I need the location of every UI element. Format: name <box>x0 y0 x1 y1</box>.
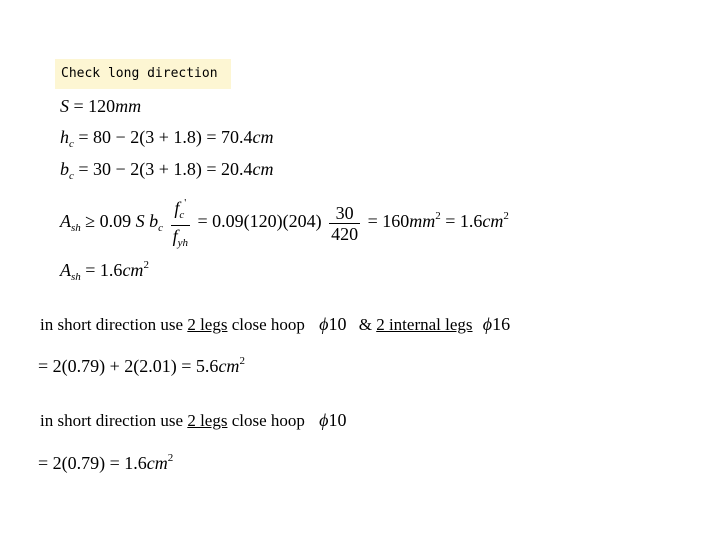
frac1-num: f <box>174 198 180 218</box>
eq-ash-s: S <box>135 211 145 232</box>
check-long-direction-label: Check long direction <box>55 59 231 89</box>
eq-line2-rhs: = 2(0.79) = 1.6 <box>38 453 147 473</box>
eq-ash2-lhs-sub: sh <box>71 271 81 283</box>
eq-hc-unit: cm <box>252 127 274 147</box>
eq-ash2-lhs: A <box>60 260 71 280</box>
equation-area-2 <box>38 452 173 474</box>
eq-ash2-rhs: = 1.6 <box>80 260 123 280</box>
equation-ash <box>60 193 509 253</box>
eq-ash-lhs: A <box>60 211 71 232</box>
short-direction-line-2 <box>40 410 346 431</box>
line1-internal: 2 internal legs <box>376 315 473 334</box>
eq-bc-lhs: b <box>60 159 69 179</box>
frac2-den: 420 <box>331 223 359 244</box>
eq-ash-lhs-sub: sh <box>71 222 81 235</box>
short-direction-line-1 <box>40 314 510 335</box>
eq-line1-sup: 2 <box>239 355 245 367</box>
eq-ash-b-sub: c <box>158 222 164 235</box>
eq-ash-tail1-unit: mm <box>409 211 436 232</box>
line2-phi1: 10 <box>328 410 347 430</box>
fraction-30-420 <box>329 203 360 244</box>
eq-line1-unit: cm <box>218 356 240 376</box>
eq-hc-lhs: h <box>60 127 69 147</box>
eq-bc-unit: cm <box>252 159 274 179</box>
eq-ash-op: ≥ 0.09 <box>80 211 136 232</box>
eq-ash-tail1: = 160 <box>363 211 410 232</box>
eq-hc-rhs: = 80 − 2(3 + 1.8) = 70.4 <box>73 127 253 147</box>
eq-bc-rhs: = 30 − 2(3 + 1.8) = 20.4 <box>73 159 253 179</box>
fraction-fc-fyh <box>171 193 190 253</box>
eq-ash-tail2-unit: cm <box>482 211 504 232</box>
eq-ash-mid: = 0.09(120)(204) <box>192 211 322 232</box>
frac2-num: 30 <box>329 203 360 224</box>
eq-line1-rhs: = 2(0.79) + 2(2.01) = 5.6 <box>38 356 219 376</box>
eq-ash-tail2: = 1.6 <box>440 211 483 232</box>
frac1-den-sub: yh <box>177 237 188 249</box>
frac1-den: f <box>172 226 178 246</box>
phi-10-symbol: ϕ10 <box>319 314 347 334</box>
phi-16-symbol: ϕ16 <box>482 314 511 334</box>
line2-prefix: in short direction use <box>40 411 188 430</box>
frac1-num-sub: c <box>179 209 185 221</box>
eq-ash2-unit: cm <box>122 260 144 280</box>
line1-prefix: in short direction use <box>40 315 188 334</box>
equation-bc <box>60 159 273 182</box>
eq-ash-tail1-sup: 2 <box>435 210 441 223</box>
eq-line2-unit: cm <box>146 453 168 473</box>
line1-mid: & <box>358 315 377 334</box>
phi-10-symbol-2: ϕ10 <box>319 410 347 430</box>
eq-hc-sub: c <box>69 138 74 150</box>
eq-bc-sub: c <box>69 170 74 182</box>
equation-hc <box>60 127 273 150</box>
equation-s <box>60 96 141 117</box>
eq-s-lhs: S <box>60 96 69 116</box>
eq-s-unit: mm <box>115 96 142 116</box>
line1-legs: 2 legs <box>187 315 228 334</box>
line2-suffix: close hoop <box>227 411 305 430</box>
equation-ash-result <box>60 259 149 283</box>
eq-s-rhs: = 120 <box>69 96 116 116</box>
equation-area-1 <box>38 355 245 377</box>
line2-legs: 2 legs <box>187 411 228 430</box>
line1-phi2: 16 <box>492 314 511 334</box>
eq-ash-tail2-sup: 2 <box>503 210 509 223</box>
line1-phi1: 10 <box>328 314 347 334</box>
eq-ash-b: b <box>149 211 159 232</box>
frac1-num-sup: ' <box>184 197 187 209</box>
eq-line2-sup: 2 <box>167 452 174 464</box>
line1-suffix: close hoop <box>227 315 305 334</box>
eq-ash2-sup: 2 <box>143 259 149 271</box>
